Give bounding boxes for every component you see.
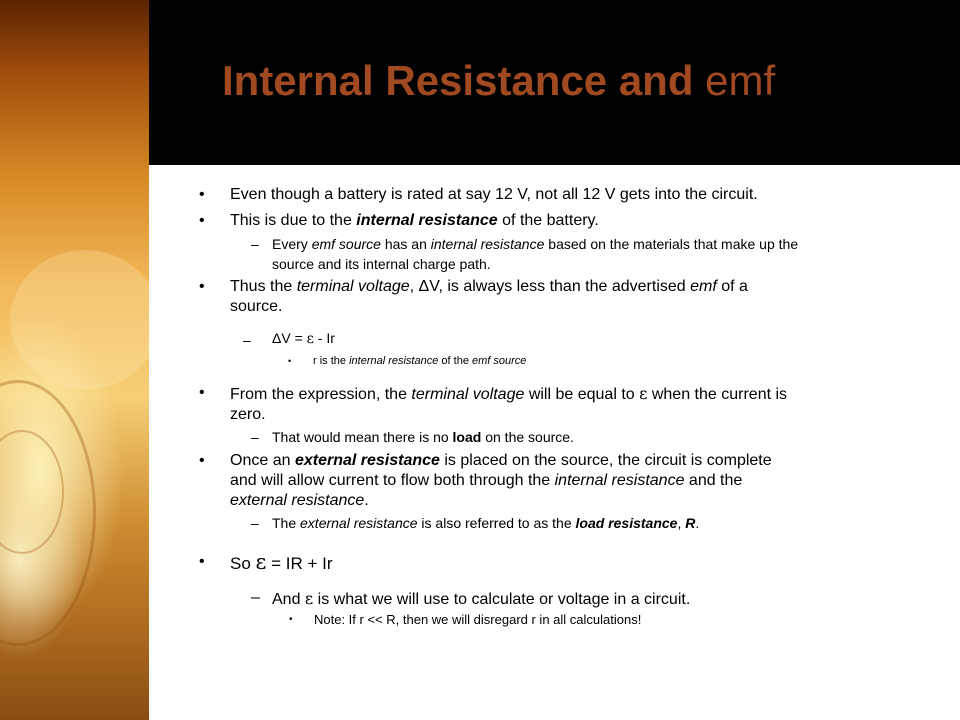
- bullet: •: [199, 452, 205, 469]
- sub-sub-bullet-text: r is the internal resistance of the emf source: [313, 355, 527, 367]
- bullet-text: source.: [230, 298, 283, 315]
- bullet: •: [199, 186, 205, 203]
- bullet-text: zero.: [230, 406, 266, 423]
- equation-emf: So ε = IR + Ir: [230, 550, 333, 574]
- bullet-text: Thus the terminal voltage, ΔV, is always less than the advertised emf of a: [230, 278, 748, 295]
- slide-title: Internal Resistance and emf: [222, 57, 776, 104]
- bullet: •: [199, 553, 205, 570]
- bullet-text: From the expression, the terminal voltage will be equal to ε when the current is: [230, 384, 788, 403]
- bullet-text: Even though a battery is rated at say 12 V, not all 12 V gets into the circuit.: [230, 186, 758, 203]
- sub-bullet-text: source and its internal charge path.: [272, 256, 491, 272]
- bullet-text: Once an external resistance is placed on the source, the circuit is complete: [230, 452, 772, 469]
- sub-sub-bullet-text: Note: If r << R, then we will disregard r in all calculations!: [314, 612, 642, 627]
- bullet-text: This is due to the internal resistance of the battery.: [230, 212, 599, 229]
- sub-bullet-text: That would mean there is no load on the source.: [272, 429, 574, 445]
- sub-bullet: –: [251, 515, 259, 531]
- equation-terminal-voltage: ΔV = ε - Ir: [272, 330, 335, 347]
- sub-bullet: –: [251, 236, 259, 252]
- sub-bullet: –: [251, 429, 259, 445]
- sub-bullet-text: And ε is what we will use to calculate or voltage in a circuit.: [272, 589, 691, 608]
- sub-bullet-text: Every emf source has an internal resistance based on the materials that make up the: [272, 236, 799, 252]
- sub-bullet: –: [243, 332, 251, 348]
- sub-sub-bullet: •: [289, 614, 293, 625]
- sub-sub-bullet: •: [288, 356, 292, 366]
- bullet: •: [199, 278, 205, 295]
- sub-bullet-text: The external resistance is also referred to as the load resistance, R.: [272, 515, 700, 531]
- bullet: •: [199, 212, 205, 229]
- sub-bullet: –: [251, 589, 260, 606]
- bullet: •: [199, 384, 205, 401]
- bullet-text: external resistance.: [230, 492, 369, 509]
- bullet-text: and will allow current to flow both through the internal resistance and the: [230, 472, 743, 489]
